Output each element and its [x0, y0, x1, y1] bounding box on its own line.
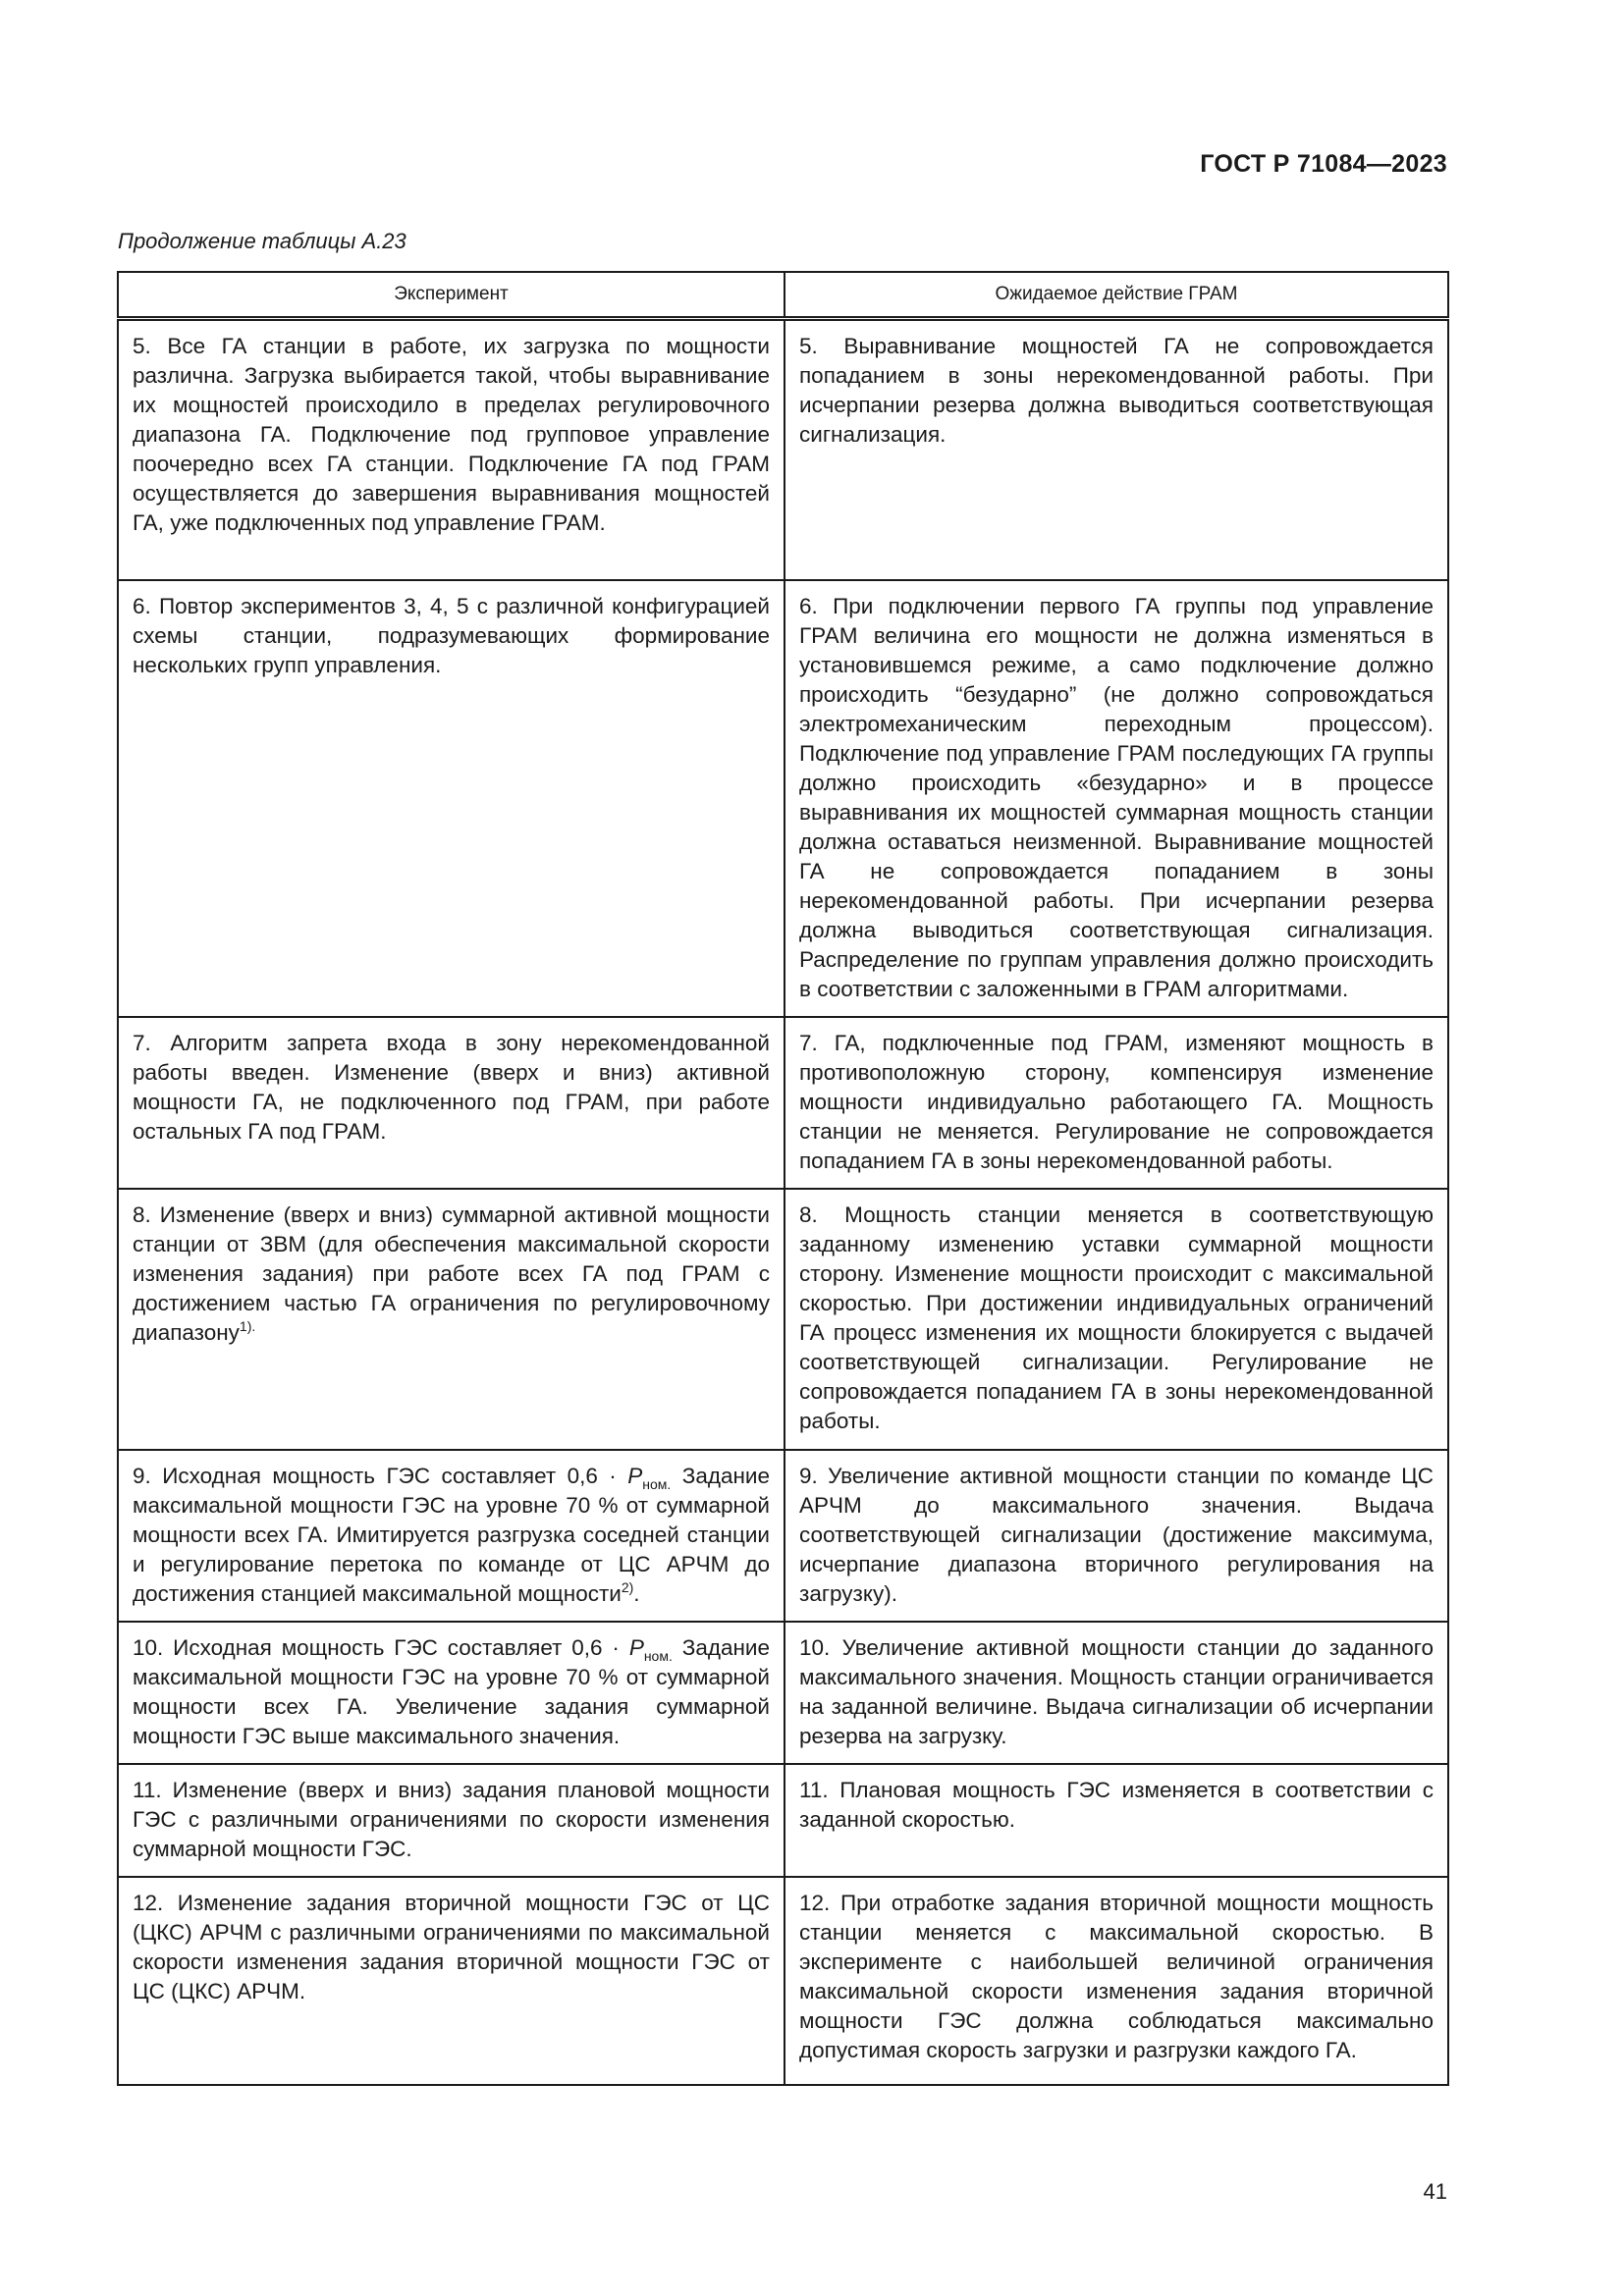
experiment-cell: 12. Изменение задания вторичной мощности ГЭС от ЦС (ЦКС) АРЧМ с различными ограничениями по максимальной скорости изменения задания вторичной мощности ГЭС от ЦС (ЦКС) АРЧМ.	[118, 1877, 785, 2085]
table-row	[118, 1622, 1448, 1764]
table-row	[118, 1189, 1448, 1450]
table-row	[118, 1017, 1448, 1189]
table-header-row	[118, 272, 1448, 319]
expected-action-cell: 8. Мощность станции меняется в соответствующую заданному изменению уставки суммарной мощности сторону. Изменение мощности происходит с максимальной скоростью. При достижении индивидуальных ограничений ГА процесс изменения их мощности блокируется с выдачей соответствующей сигнализации. Регулирование не сопровождается попаданием ГА в зоны нерекомендованной работы.	[785, 1189, 1448, 1450]
power-subscript: ном.	[643, 1647, 673, 1664]
table-caption: Продолжение таблицы А.23	[118, 229, 406, 253]
expected-action-cell: 10. Увеличение активной мощности станции до заданного максимального значения. Мощность станции ограничивается на заданной величине. Выдача сигнализации об исчерпании резерва на загрузку.	[785, 1622, 1448, 1764]
experiment-text-continued: Задание максимальной мощности ГЭС на уровне 70 % от суммарной мощности всех ГА. Имитируется разгрузка соседней станции и регулирование перетока по команде от ЦС АРЧМ до достижения станцией максимальной мощности	[133, 1463, 771, 1606]
document-code: ГОСТ Р 71084—2023	[1200, 150, 1447, 178]
experiment-cell: 5. Все ГА станции в работе, их загрузка по мощности различна. Загрузка выбирается такой, чтобы выравнивание их мощностей происходило в пределах регулировочного диапазона ГА. Подключение под групповое управление поочередно всех ГА станции. Подключение ГА под ГРАМ осуществляется до завершения выравнивания мощностей ГА, уже подключенных под управление ГРАМ.	[118, 319, 785, 580]
expected-action-cell: 5. Выравнивание мощностей ГА не сопровождается попаданием в зоны нерекомендованной работы. При исчерпании резерва должна выводиться соответствующая сигнализация.	[785, 319, 1448, 580]
table-row	[118, 1764, 1448, 1877]
expected-action-cell: 9. Увеличение активной мощности станции по команде ЦС АРЧМ до максимального значения. Выдача соответствующей сигнализации (достижение максимума, исчерпание диапазона вторичного регулирования на загрузку).	[785, 1450, 1448, 1622]
expected-action-cell: 12. При отработке задания вторичной мощности мощность станции меняется с максимальной скоростью. В эксперименте с наибольшей величиной ограничения максимальной скорости изменения задания вторичной мощности ГЭС должна соблюдаться максимально допустимая скорость загрузки и разгрузки каждого ГА.	[785, 1877, 1448, 2085]
table-row	[118, 319, 1448, 580]
page-number: 41	[1423, 2179, 1447, 2204]
table-row	[118, 580, 1448, 1017]
power-symbol: P	[628, 1634, 644, 1660]
experiment-text-continued: Задание максимальной мощности ГЭС на уровне 70 % от суммарной мощности всех ГА. Увеличение задания суммарной мощности ГЭС выше максимального значения.	[133, 1634, 770, 1748]
footnote-ref: 1).	[239, 1317, 256, 1334]
experiment-text: 8. Изменение (вверх и вниз) суммарной активной мощности станции от ЗВМ (для обеспечения максимальной скорости изменения задания) при работе всех ГА под ГРАМ с достижением частью ГА ограничения по регулировочному диапазону	[133, 1201, 770, 1345]
experiment-text: 9. Исходная мощность ГЭС составляет 0,6 ·	[133, 1463, 628, 1488]
experiment-table	[117, 271, 1449, 2086]
power-subscript: ном.	[642, 1475, 672, 1492]
experiment-cell: 11. Изменение (вверх и вниз) задания плановой мощности ГЭС с различными ограничениями по скорости изменения суммарной мощности ГЭС.	[118, 1764, 785, 1877]
column-header-experiment: Эксперимент	[118, 272, 785, 319]
table-row	[118, 1450, 1448, 1622]
table-row	[118, 1877, 1448, 2085]
expected-action-cell: 7. ГА, подключенные под ГРАМ, изменяют мощность в противоположную сторону, компенсируя изменение мощности индивидуально работающего ГА. Мощность станции не меняется. Регулирование не сопровождается попаданием ГА в зоны нерекомендованной работы.	[785, 1017, 1448, 1189]
footnote-ref: 2)	[621, 1578, 634, 1595]
expected-action-cell: 6. При подключении первого ГА группы под управление ГРАМ величина его мощности не должна изменяться в установившемся режиме, а само подключение должно происходить “безударно” (не должно сопровождаться электромеханическим переходным процессом). Подключение под управление ГРАМ последующих ГА группы должно происходить «безударно» и в процессе выравнивания их мощностей суммарная мощность станции должна оставаться неизменной. Выравнивание мощностей ГА не сопровождается попаданием в зоны нерекомендованной работы. При исчерпании резерва должна выводиться соответствующая сигнализация. Распределение по группам управления должно происходить в соответствии с заложенными в ГРАМ алгоритмами.	[785, 580, 1448, 1017]
expected-action-cell: 11. Плановая мощность ГЭС изменяется в соответствии с заданной скоростью.	[785, 1764, 1448, 1877]
experiment-cell	[118, 1450, 785, 1622]
experiment-cell: 6. Повтор экспериментов 3, 4, 5 с различной конфигурацией схемы станции, подразумевающих формирование нескольких групп управления.	[118, 580, 785, 1017]
power-symbol: P	[627, 1463, 643, 1488]
experiment-text: 10. Исходная мощность ГЭС составляет 0,6 ·	[133, 1634, 629, 1660]
experiment-cell: 7. Алгоритм запрета входа в зону нерекомендованной работы введен. Изменение (вверх и вниз) активной мощности ГА, не подключенного под ГРАМ, при работе остальных ГА под ГРАМ.	[118, 1017, 785, 1189]
column-header-expected-action: Ожидаемое действие ГРАМ	[785, 272, 1448, 319]
experiment-text-end: .	[633, 1580, 640, 1606]
experiment-cell	[118, 1622, 785, 1764]
experiment-cell	[118, 1189, 785, 1450]
